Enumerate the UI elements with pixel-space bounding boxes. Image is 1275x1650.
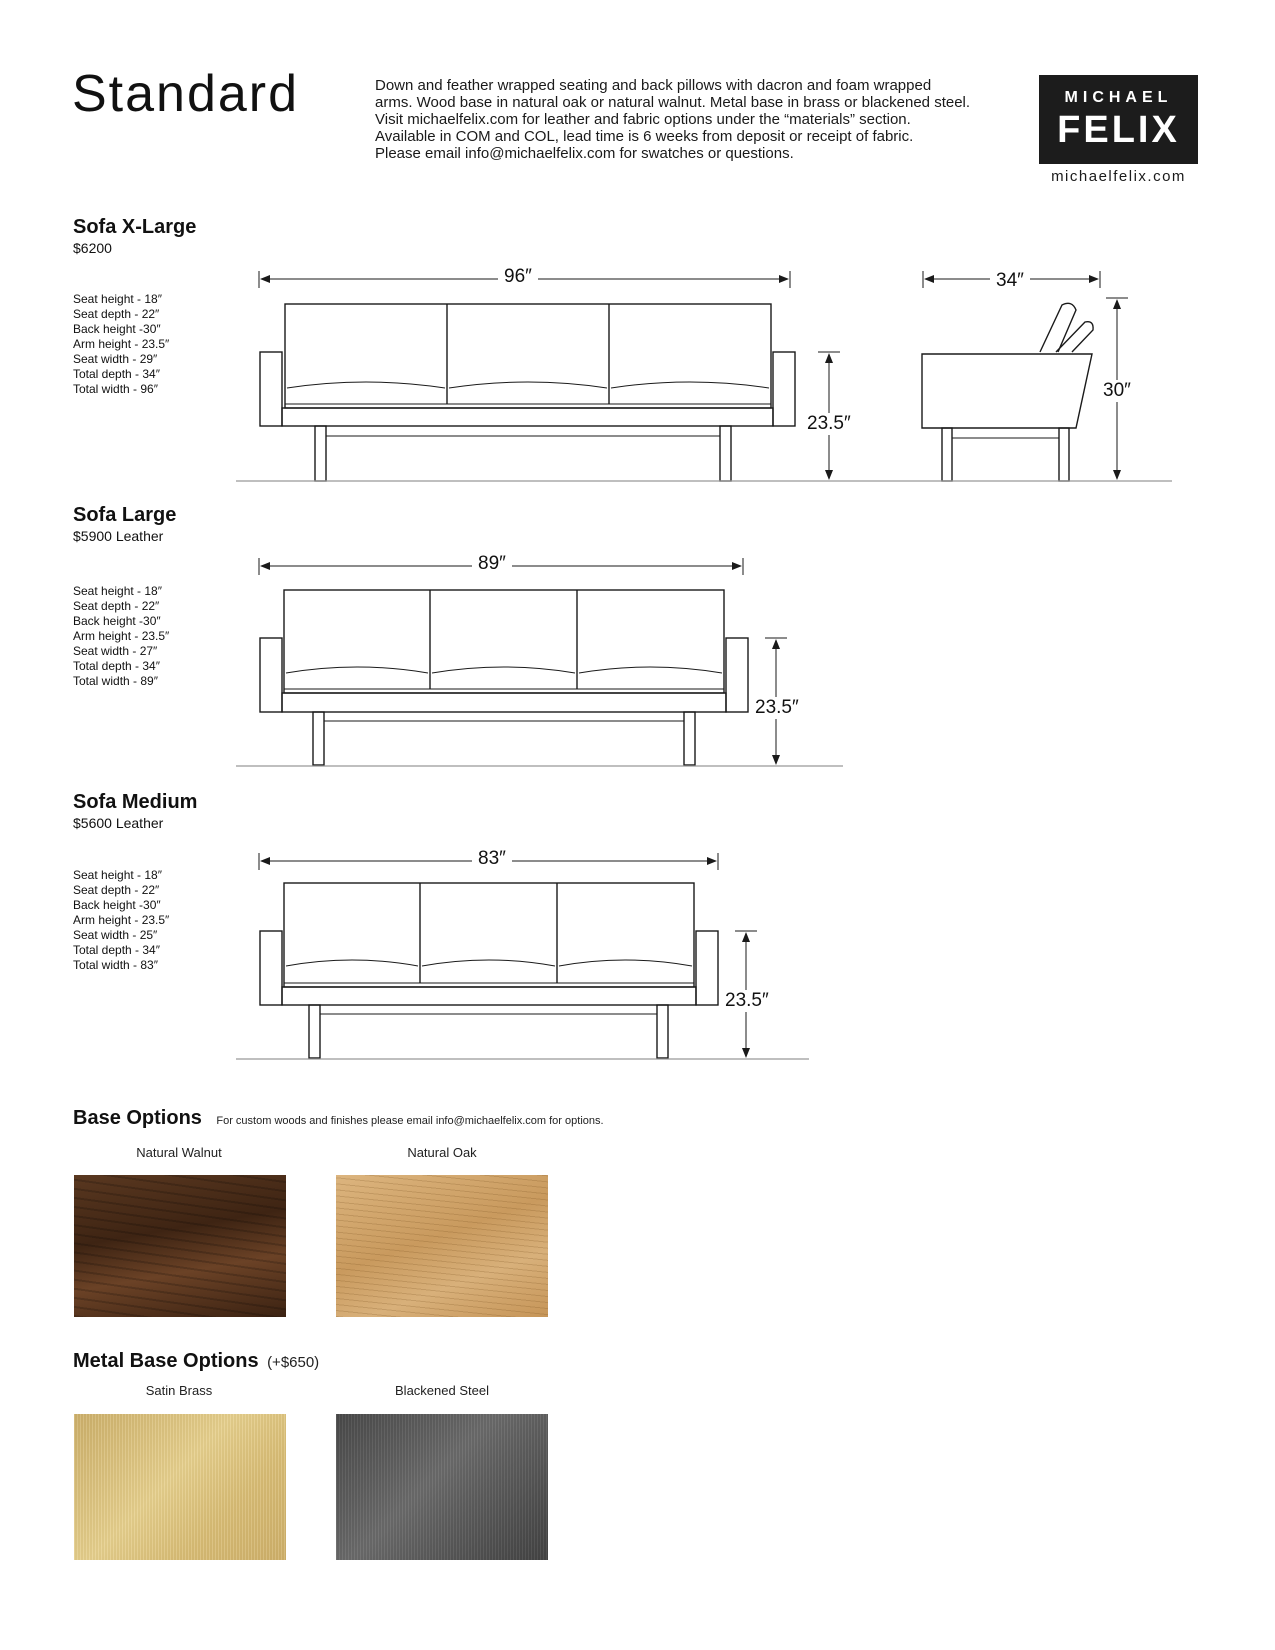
page-title: Standard [72,65,300,123]
sofa-medium-price: $5600 Leather [73,815,164,831]
spec-item: Total depth - 34″ [73,943,160,957]
base-options-note: For custom woods and finishes please email info@michaelfelix.com for options. [216,1115,604,1127]
base-options-title: Base Options [73,1107,202,1129]
spec-item: Arm height - 23.5″ [73,913,170,927]
swatch-label-steel: Blackened Steel [395,1383,489,1398]
spec-item: Total depth - 34″ [73,659,160,673]
spec-item: Seat depth - 22″ [73,883,160,897]
sofa-front-view [260,883,718,1058]
steel-swatch [336,1414,548,1560]
spec-item: Seat width - 27″ [73,644,158,658]
spec-item: Seat depth - 22″ [73,599,160,613]
spec-item: Seat height - 18″ [73,868,162,882]
spec-item: Total width - 89″ [73,674,158,688]
description-line: Down and feather wrapped seating and back pillows with dacron and foam wrapped [375,77,932,94]
swatch-label-walnut: Natural Walnut [136,1145,222,1160]
swatch-label-brass: Satin Brass [145,1383,213,1398]
spec-item: Seat width - 29″ [73,352,158,366]
sofa-xlarge-title: Sofa X-Large [73,216,197,238]
arm-height-label: 23.5″ [719,990,775,1012]
spec-item: Total depth - 34″ [73,367,160,381]
description-line: arms. Wood base in natural oak or natural walnut. Metal base in brass or blackened steel. [375,94,971,111]
width-label: 89″ [472,553,512,575]
spec-item: Arm height - 23.5″ [73,337,170,351]
arm-height-label: 23.5″ [801,413,857,435]
logo-bottom-text: FELIX [1057,109,1180,151]
base-options-heading [73,1107,604,1130]
spec-item: Total width - 96″ [73,382,158,396]
depth-label: 34″ [990,270,1030,292]
metal-options-surcharge: (+$650) [267,1354,320,1371]
spec-item: Seat height - 18″ [73,292,162,306]
walnut-swatch [74,1175,286,1317]
sofa-xlarge-price: $6200 [73,240,112,256]
sofa-medium-title: Sofa Medium [73,791,198,813]
oak-swatch [336,1175,548,1317]
width-label: 83″ [472,848,512,870]
spec-item: Seat depth - 22″ [73,307,160,321]
spec-item: Seat width - 25″ [73,928,158,942]
sofa-large-title: Sofa Large [73,504,177,526]
metal-options-title: Metal Base Options [73,1350,259,1372]
spec-item: Total width - 83″ [73,958,158,972]
spec-item: Arm height - 23.5″ [73,629,170,643]
brand-url: michaelfelix.com [1051,168,1186,185]
spec-item: Back height -30″ [73,614,161,628]
spec-item: Seat height - 18″ [73,584,162,598]
sofa-large-price: $5900 Leather [73,528,164,544]
brass-swatch [74,1414,286,1560]
back-height-label: 30″ [1097,380,1137,402]
description-line: Available in COM and COL, lead time is 6 weeks from deposit or receipt of fabric. [375,128,914,145]
description-line: Visit michaelfelix.com for leather and fabric options under the “materials” section. [375,111,911,128]
arm-height-label: 23.5″ [749,697,805,719]
swatch-label-oak: Natural Oak [407,1145,477,1160]
metal-options-heading [73,1350,319,1373]
spec-item: Back height -30″ [73,322,161,336]
logo-top-text: MICHAEL [1064,89,1173,106]
description-line: Please email info@michaelfelix.com for swatches or questions. [375,145,794,162]
width-label: 96″ [498,266,538,288]
spec-item: Back height -30″ [73,898,161,912]
